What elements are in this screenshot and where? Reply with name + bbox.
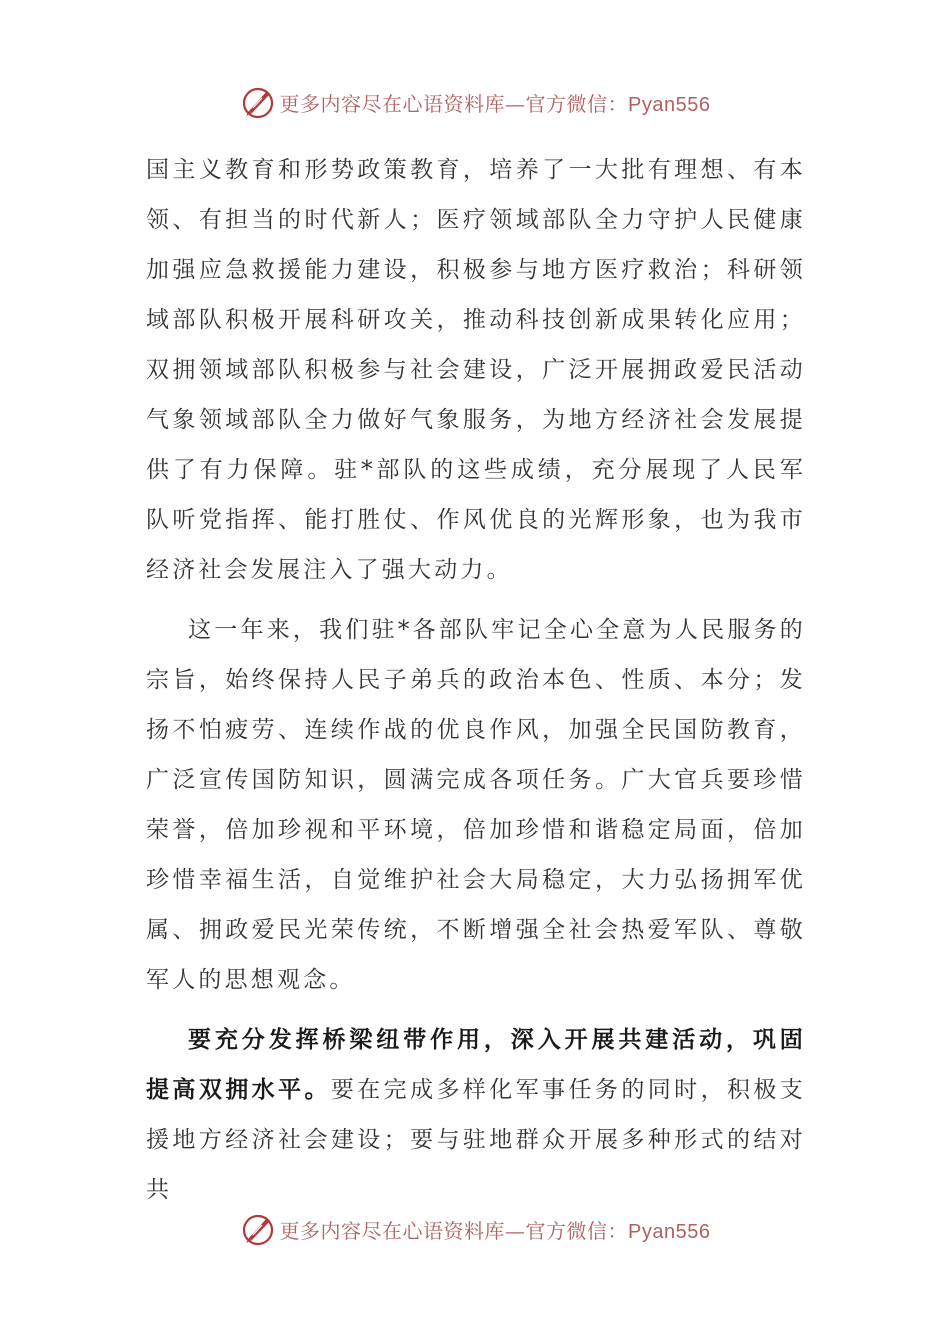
paragraph-3-text: 要在完成多样化军事任务的同时，积极支援地方经济社会建设；要与驻地群众开展多种形式的结对共 — [146, 1077, 806, 1203]
footer-banner-text: 更多内容尽在心语资料库—官方微信：Pyan556 — [279, 1218, 711, 1243]
header-wechat-id: Pyan556 — [628, 93, 711, 116]
document-body — [146, 145, 806, 1215]
header-banner — [0, 82, 950, 122]
footer-banner — [0, 1209, 950, 1249]
quill-pen-logo-icon — [240, 1211, 276, 1247]
footer-wechat-id: Pyan556 — [628, 1220, 711, 1243]
paragraph-3-heading: 要充分发挥桥梁纽带作用，深入开展共建活动，巩固提高双拥水平。 — [146, 1026, 806, 1103]
header-banner-text: 更多内容尽在心语资料库—官方微信：Pyan556 — [279, 91, 711, 116]
paragraph-3 — [146, 1015, 806, 1215]
paragraph-1: 国主义教育和形势政策教育，培养了一大批有理想、有本领、有担当的时代新人；医疗领域部队全力守护人民健康加强应急救援能力建设，积极参与地方医疗救治；科研领域部队积极开展科研攻关，推动科技创新成果转化应用；双拥领域部队积极参与社会建设，广泛开展拥政爱民活动气象领域部队全力做好气象服务，为地方经济社会发展提供了有力保障。驻*部队的这些成绩，充分展现了人民军队听党指挥、能打胜仗、作风优良的光辉形象，也为我市经济社会发展注入了强大动力。 — [146, 157, 806, 583]
paragraph-2: 这一年来，我们驻*各部队牢记全心全意为人民服务的宗旨，始终保持人民子弟兵的政治本色、性质、本分；发扬不怕疲劳、连续作战的优良作风，加强全民国防教育，广泛宣传国防知识，圆满完成各项任务。广大官兵要珍惜荣誉，倍加珍视和平环境，倍加珍惜和谐稳定局面，倍加珍惜幸福生活，自觉维护社会大局稳定，大力弘扬拥军优属、拥政爱民光荣传统，不断增强全社会热爱军队、尊敬军人的思想观念。 — [146, 617, 806, 993]
quill-pen-logo-icon — [240, 84, 276, 120]
